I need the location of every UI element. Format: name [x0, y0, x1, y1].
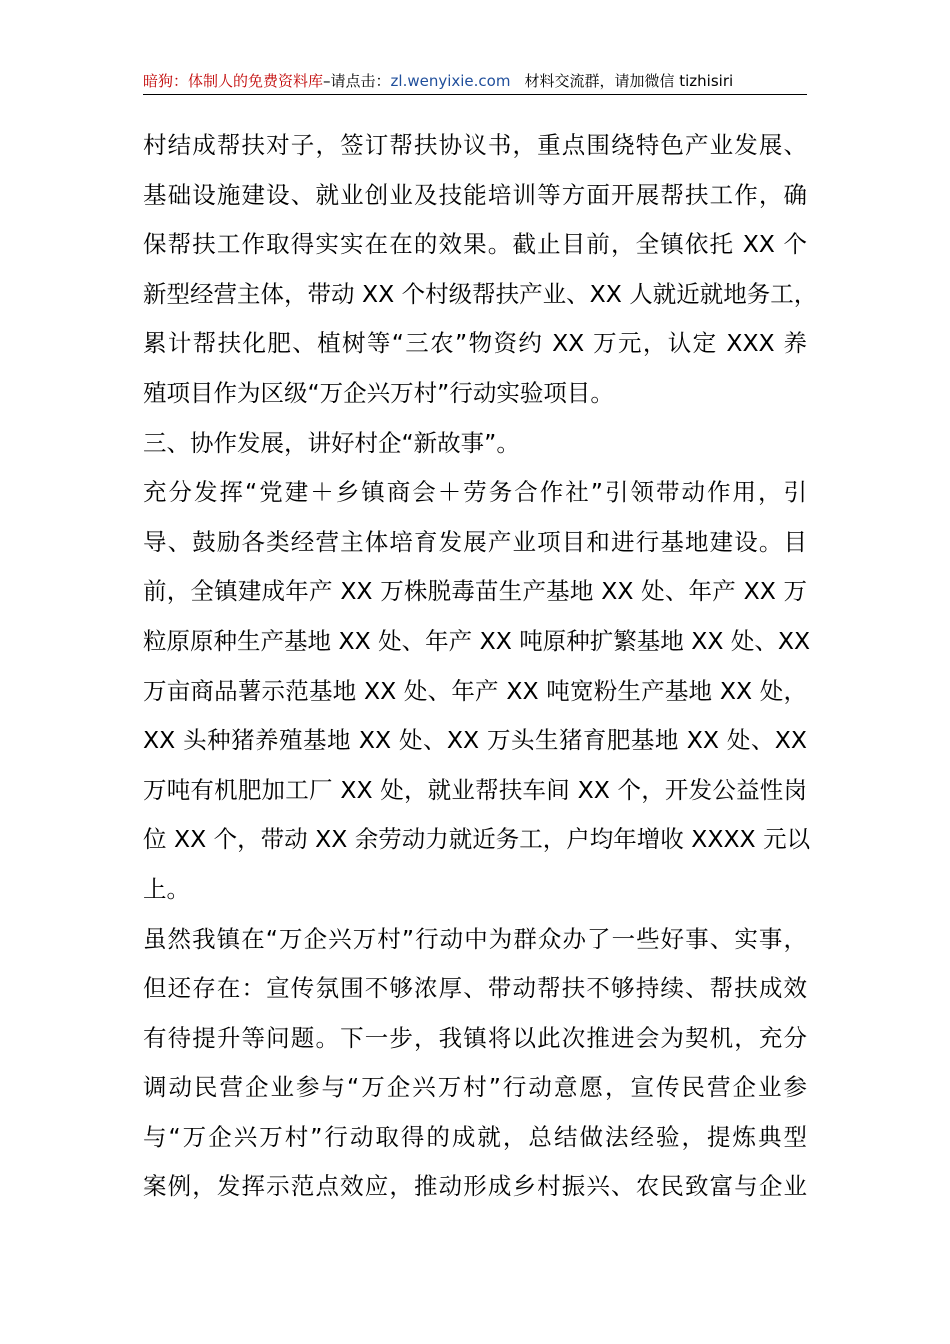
heading-text: 三、协作发展，讲好村企“新故事”。 [143, 428, 520, 457]
paragraph-cooperation [143, 468, 811, 914]
text-line: 有待提升等问题。下一步，我镇将以此次推进会为契机，充分 [143, 1023, 807, 1052]
header-promo-dash: –请点击： [323, 72, 391, 90]
text-line: 前，全镇建成年产 XX 万株脱毒苗生产基地 XX 处、年产 XX 万 [143, 577, 807, 606]
text-line: 累计帮扶化肥、植树等“三农”物资约 XX 万元，认定 XXX 养 [143, 329, 807, 358]
text-line: 新型经营主体，带动 XX 个村级帮扶产业、XX 人就近就地务工， [143, 279, 818, 308]
text-line: 充分发挥“党建＋乡镇商会＋劳务合作社”引领带动作用，引 [143, 478, 807, 507]
text-line: 导、鼓励各类经营主体培育发展产业项目和进行基地建设。目 [143, 527, 807, 556]
header-promo-link[interactable]: zl.wenyixie.com [390, 72, 511, 90]
text-line: 基础设施建设、就业创业及技能培训等方面开展帮扶工作，确 [143, 180, 807, 209]
text-line: 但还存在：宣传氛围不够浓厚、带动帮扶不够持续、帮扶成效 [143, 974, 807, 1003]
text-line: 上。 [143, 874, 190, 903]
text-line: 保帮扶工作取得实实在在的效果。截止目前，全镇依托 XX 个 [143, 230, 807, 259]
paragraph-help-pairs [143, 121, 818, 419]
text-line: 虽然我镇在“万企兴万村”行动中为群众办了一些好事、实事， [143, 924, 807, 953]
text-line: 案例，发挥示范点效应，推动形成乡村振兴、农民致富与企业 [143, 1172, 807, 1201]
paragraph-next-steps [143, 915, 807, 1213]
section-heading [143, 419, 807, 469]
text-line: 殖项目作为区级“万企兴万村”行动实验项目。 [143, 378, 614, 407]
text-line: 调动民营企业参与“万企兴万村”行动意愿，宣传民营企业参 [143, 1073, 807, 1102]
text-line: 与“万企兴万村”行动取得的成就，总结做法经验，提炼典型 [143, 1122, 807, 1151]
text-line: 粒原原种生产基地 XX 处、年产 XX 吨原种扩繁基地 XX 处、XX [143, 626, 811, 655]
text-line: 位 XX 个，带动 XX 余劳动力就近务工，户均年增收 XXXX 元以 [143, 825, 811, 854]
text-line: 万亩商品薯示范基地 XX 处、年产 XX 吨宽粉生产基地 XX 处， [143, 676, 807, 705]
page-header [143, 68, 807, 95]
header-contact-text: 材料交流群，请加微信 tizhisiri [524, 72, 734, 90]
text-line: XX 头种猪养殖基地 XX 处、XX 万头生猪育肥基地 XX 处、XX [143, 726, 807, 755]
document-body [143, 121, 818, 1212]
text-line: 村结成帮扶对子，签订帮扶协议书，重点围绕特色产业发展、 [143, 131, 807, 159]
header-promo-title: 暗狗：体制人的免费资料库 [143, 72, 324, 90]
text-line: 万吨有机肥加工厂 XX 处，就业帮扶车间 XX 个，开发公益性岗 [143, 775, 807, 804]
